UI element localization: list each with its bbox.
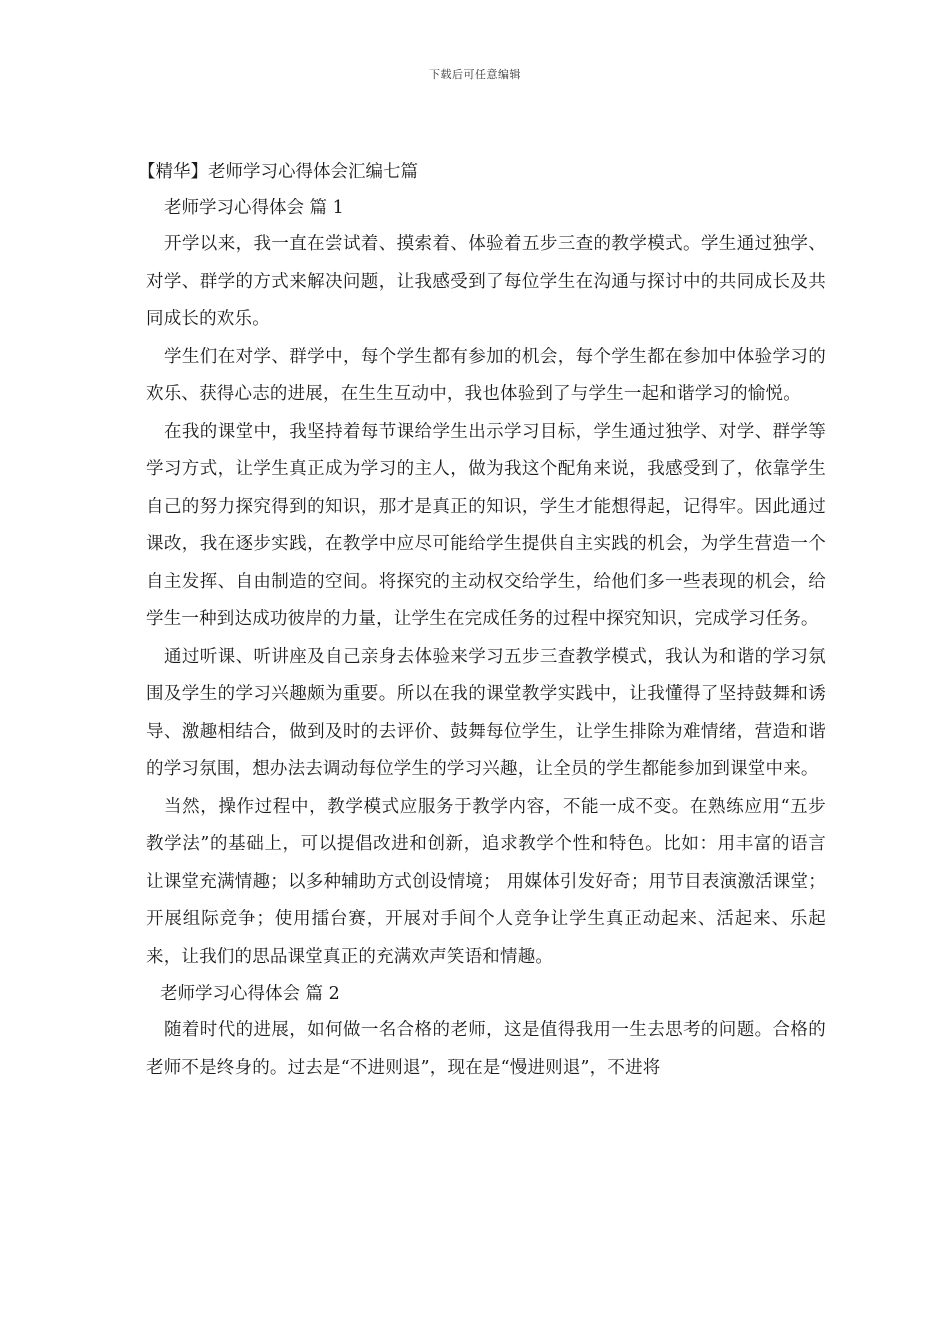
- document-title: 【精华】老师学习心得体会汇编七篇: [138, 162, 418, 182]
- paragraph: 学生们在对学、群学中，每个学生都有参加的机会，每个学生都在参加中体验学习的欢乐、获得心志的进展，在生生互动中，我也体验到了与学生一起和谐学习的愉悦。: [146, 346, 826, 404]
- paragraph: 当然，操作过程中，教学模式应服务于教学内容，不能一成不变。在熟练应用“五步教学法”的基础上，可以提倡改进和创新，追求教学个性和特色。比如：用丰富的语言让课堂充满情趣；以多种辅助方式创设情境； 用媒体引发好奇；用节目表演激活课堂；开展组际竞争；使用擂台赛，开展对手间个人竞争让学生真正动起来、活起来、乐起来，让我们的思品课堂真正的充满欢声笑语和情趣。: [146, 796, 826, 967]
- section-heading-2: 老师学习心得体会 篇 2: [160, 984, 340, 1004]
- paragraph: 在我的课堂中，我坚持着每节课给学生出示学习目标，学生通过独学、对学、群学等学习方式，让学生真正成为学习的主人，做为我这个配角来说，我感受到了，依靠学生自己的努力探究得到的知识，那才是真正的知识，学生才能想得起，记得牢。因此通过课改，我在逐步实践，在教学中应尽可能给学生提供自主实践的机会，为学生营造一个自主发挥、自由制造的空间。将探究的主动权交给学生，给他们多一些表现的机会，给学生一种到达成功彼岸的力量，让学生在完成任务的过程中探究知识，完成学习任务。: [146, 421, 826, 629]
- document-body: [138, 154, 826, 1087]
- section-heading-1: 老师学习心得体会 篇 1: [164, 198, 344, 218]
- page-header: 下载后可任意编辑: [429, 68, 521, 81]
- paragraph: 随着时代的进展，如何做一名合格的老师，这是值得我用一生去思考的问题。合格的老师不是终身的。过去是“不进则退”，现在是“慢进则退”，不进将: [146, 1020, 826, 1078]
- paragraph: 开学以来，我一直在尝试着、摸索着、体验着五步三查的教学模式。学生通过独学、对学、群学的方式来解决问题，让我感受到了每位学生在沟通与探讨中的共同成长及共同成长的欢乐。: [146, 234, 826, 329]
- paragraph: 通过听课、听讲座及自己亲身去体验来学习五步三查教学模式，我认为和谐的学习氛围及学生的学习兴趣颇为重要。所以在我的课堂教学实践中，让我懂得了坚持鼓舞和诱导、激趣相结合，做到及时的去评价、鼓舞每位学生，让学生排除为难情绪，营造和谐的学习氛围，想办法去调动每位学生的学习兴趣，让全员的学生都能参加到课堂中来。: [146, 646, 826, 779]
